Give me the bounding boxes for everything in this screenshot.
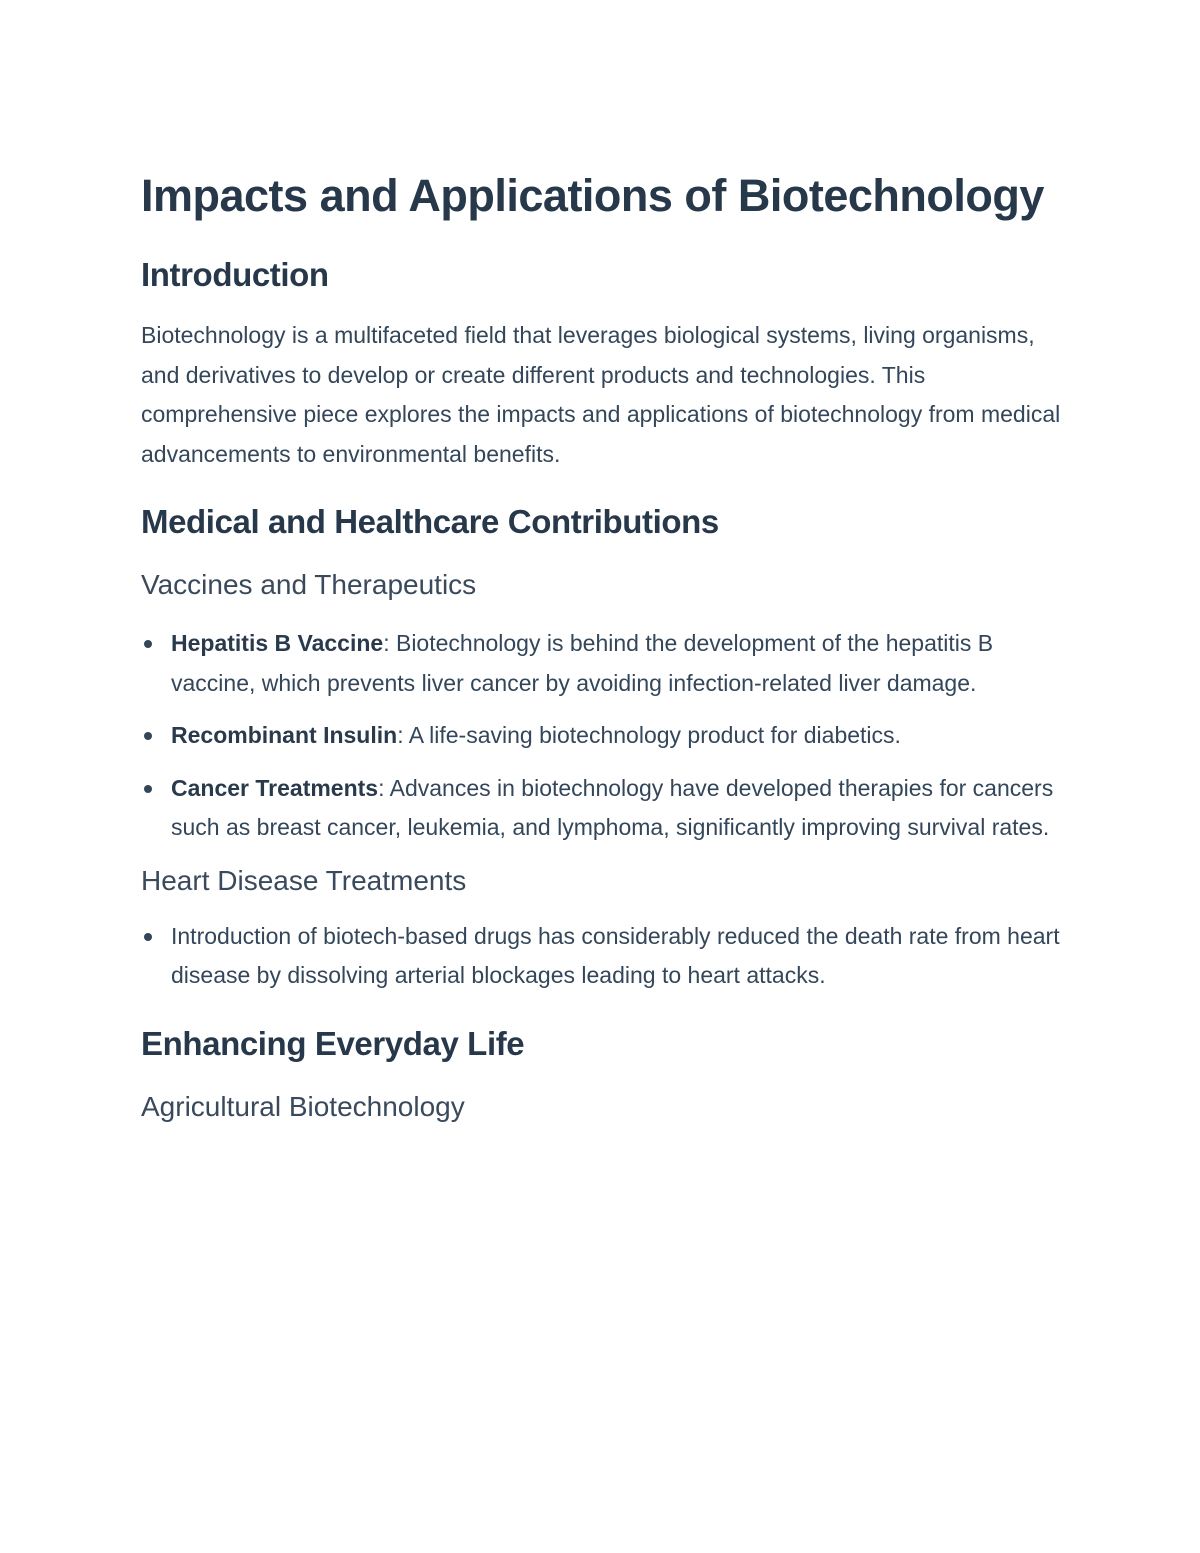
introduction-paragraph: Biotechnology is a multifaceted field that leverages biological systems, living organisms, and derivatives to develop or create different products and technologies. This comprehensive piece explores the impacts and applications of biotechnology from medical advancements to environmental benefits. xyxy=(141,322,1061,467)
heart-list xyxy=(141,917,1071,996)
section-heading-medical: Medical and Healthcare Contributions xyxy=(141,503,719,540)
bullet-icon xyxy=(144,732,152,740)
list-item-text: Introduction of biotech-based drugs has considerably reduced the death rate from heart disease by dissolving arterial blockages leading to heart attacks. xyxy=(171,922,1060,988)
list-item-text: : Advances in biotechnology have developed therapies for cancers such as breast cancer, leukemia, and lymphoma, significantly improving survival rates. xyxy=(171,774,1054,840)
bullet-icon xyxy=(144,640,152,648)
section-heading-introduction: Introduction xyxy=(141,256,329,293)
list-item-term: Cancer Treatments xyxy=(171,774,379,801)
subsection-heading-heart: Heart Disease Treatments xyxy=(141,864,467,896)
list-item-text: : Biotechnology is behind the development of the hepatitis B vaccine, which prevents liver cancer by avoiding infection-related liver damage. xyxy=(171,630,994,696)
bullet-icon xyxy=(144,933,152,941)
list-item xyxy=(141,769,1071,848)
document-page xyxy=(141,164,1071,1126)
bullet-icon xyxy=(144,785,152,793)
list-item-term: Recombinant Insulin xyxy=(171,722,398,748)
vaccines-list xyxy=(141,624,1071,848)
subsection-heading-vaccines: Vaccines and Therapeutics xyxy=(141,569,477,600)
list-item xyxy=(141,716,1071,756)
section-heading-everyday: Enhancing Everyday Life xyxy=(141,1024,525,1062)
page-title: Impacts and Applications of Biotechnology xyxy=(141,170,1044,221)
list-item xyxy=(141,624,1071,703)
list-item-term: Hepatitis B Vaccine xyxy=(171,630,384,656)
list-item-text: : A life-saving biotechnology product for diabetics. xyxy=(397,722,901,748)
subsection-heading-agriculture: Agricultural Biotechnology xyxy=(141,1090,465,1122)
list-item xyxy=(141,917,1071,996)
